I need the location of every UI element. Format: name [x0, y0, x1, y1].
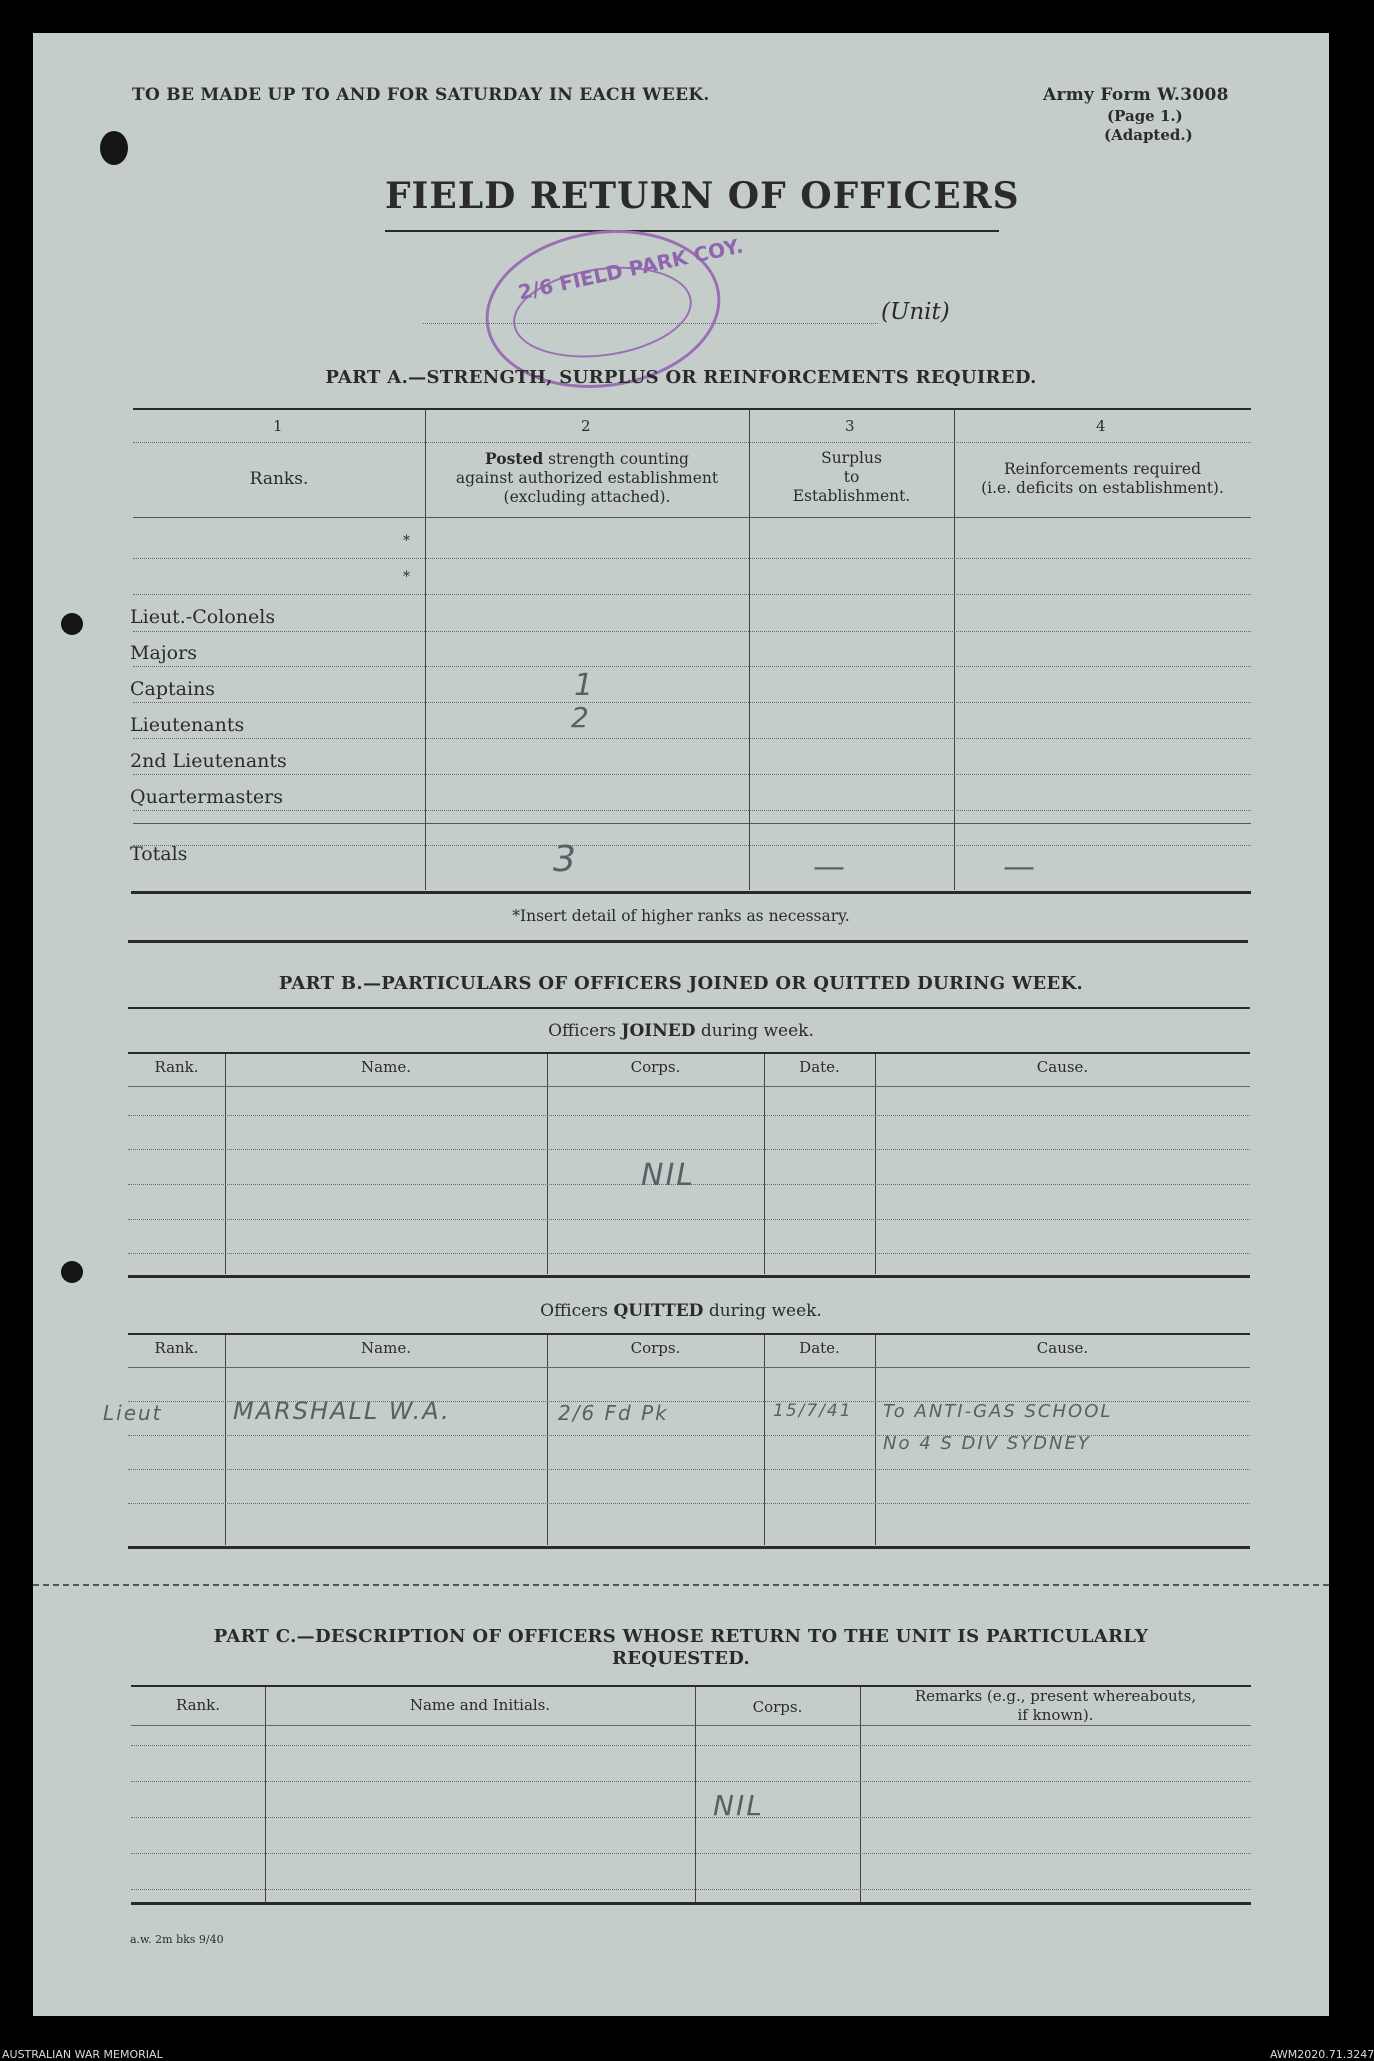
- joined-col-name: Name.: [361, 1058, 411, 1076]
- col-number-1: 1: [273, 417, 283, 435]
- joined-col-corps: Corps.: [630, 1058, 681, 1076]
- part-a-footnote: *Insert detail of higher ranks as necessary.: [512, 907, 850, 925]
- hand-quitted-name: MARSHALL W.A.: [233, 1397, 451, 1425]
- totals-label: Totals: [130, 843, 188, 865]
- unit-label: (Unit): [881, 299, 950, 325]
- joined-col-rank: Rank.: [154, 1058, 199, 1076]
- col-number-4: 4: [1096, 417, 1106, 435]
- form-number: Army Form W.3008: [1043, 85, 1229, 105]
- form-instruction: TO BE MADE UP TO AND FOR SATURDAY IN EACH WEEK.: [132, 85, 710, 105]
- quitted-col-rank: Rank.: [154, 1339, 199, 1357]
- quitted-col-corps: Corps.: [630, 1339, 681, 1357]
- hand-quitted-rank: Lieut: [103, 1401, 163, 1425]
- footer-reference: AWM2020.71.3247: [1270, 2048, 1374, 2061]
- rank-quartermasters: Quartermasters: [130, 786, 283, 808]
- punch-hole-bottom: [61, 1261, 83, 1283]
- rank-captains: Captains: [130, 678, 216, 700]
- hand-part-c-nil: NIL: [713, 1789, 764, 1822]
- print-code: a.w. 2m bks 9/40: [130, 1933, 224, 1946]
- form-sheet: [33, 33, 1329, 2016]
- hand-quitted-cause-2: No 4 S DIV SYDNEY: [883, 1433, 1091, 1454]
- rank-2nd-lieutenants: 2nd Lieutenants: [130, 750, 287, 772]
- hand-captains-count: 1: [574, 668, 596, 703]
- quitted-col-name: Name.: [361, 1339, 411, 1357]
- part-c-col-corps: Corps.: [752, 1698, 803, 1716]
- rank-lieut-colonels: Lieut.-Colonels: [130, 606, 276, 628]
- part-c-heading-2: REQUESTED.: [611, 1648, 751, 1669]
- col-surplus-header: Surplus to Establishment.: [792, 449, 911, 505]
- stamp-text: 2/6 FIELD PARK COY.: [516, 233, 746, 305]
- asterisk-2: *: [403, 569, 410, 585]
- col-posted-header: Posted strength counting against authorized establishment (excluding attached).: [455, 449, 719, 506]
- ink-blot: [100, 131, 128, 165]
- part-c-col-remarks: Remarks (e.g., present whereabouts, if known).: [914, 1687, 1197, 1724]
- rank-lieutenants: Lieutenants: [130, 714, 245, 736]
- hand-dash-reinforcements: —: [1003, 847, 1037, 885]
- col-number-3: 3: [845, 417, 855, 435]
- punch-hole-top: [61, 613, 83, 635]
- quitted-subheading: Officers QUITTED during week.: [540, 1301, 822, 1321]
- part-a-footnote-rule: [128, 940, 1248, 943]
- cut-line: [33, 1584, 1329, 1586]
- quitted-col-cause: Cause.: [1036, 1339, 1089, 1357]
- part-c-col-rank: Rank.: [175, 1696, 221, 1714]
- hand-quitted-date: 15/7/41: [773, 1401, 853, 1421]
- page-title: FIELD RETURN OF OFFICERS: [385, 175, 1020, 217]
- form-page: (Page 1.): [1107, 107, 1183, 125]
- col-ranks-header: Ranks.: [249, 469, 309, 489]
- col-number-2: 2: [581, 417, 591, 435]
- part-a-top-rule: [133, 408, 1251, 410]
- hand-total-posted: 3: [553, 839, 578, 880]
- part-c-heading-1: PART C.—DESCRIPTION OF OFFICERS WHOSE RETURN TO THE UNIT IS PARTICULARLY: [213, 1626, 1149, 1647]
- joined-col-date: Date.: [799, 1058, 840, 1076]
- hand-quitted-cause-1: To ANTI-GAS SCHOOL: [883, 1401, 1113, 1422]
- hand-dash-surplus: —: [813, 847, 847, 885]
- hand-joined-nil: NIL: [641, 1158, 696, 1193]
- part-a-heading: PART A.—STRENGTH, SURPLUS OR REINFORCEMENTS REQUIRED.: [325, 367, 1037, 388]
- quitted-col-date: Date.: [799, 1339, 840, 1357]
- title-underline: [385, 230, 999, 232]
- asterisk-1: *: [403, 533, 410, 549]
- rank-majors: Majors: [130, 642, 197, 664]
- form-adapted: (Adapted.): [1104, 126, 1193, 144]
- hand-quitted-corps: 2/6 Fd Pk: [558, 1401, 669, 1425]
- hand-lieutenants-count: 2: [571, 701, 591, 734]
- part-a-bottom-rule: [131, 891, 1251, 894]
- footer-source: AUSTRALIAN WAR MEMORIAL: [2, 2048, 163, 2061]
- joined-subheading: Officers JOINED during week.: [548, 1021, 814, 1041]
- part-c-col-name: Name and Initials.: [409, 1696, 551, 1714]
- part-b-heading: PART B.—PARTICULARS OF OFFICERS JOINED OR QUITTED DURING WEEK.: [278, 973, 1084, 994]
- joined-col-cause: Cause.: [1036, 1058, 1089, 1076]
- col-reinforcements-header: Reinforcements required (i.e. deficits on establishment).: [981, 460, 1224, 497]
